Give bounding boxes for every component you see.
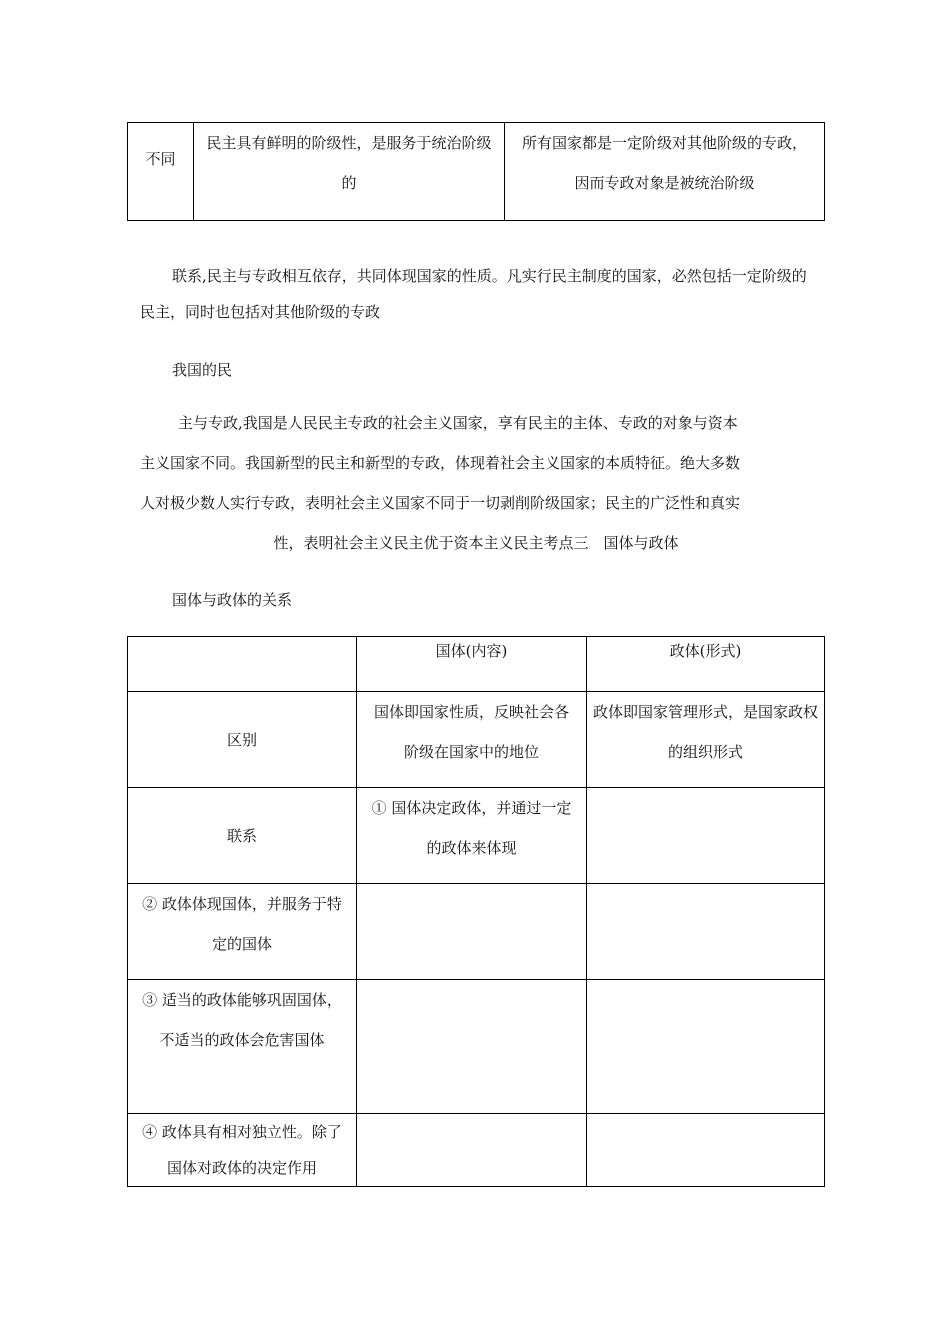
table-cell: 区别	[128, 692, 357, 788]
table-row	[128, 788, 825, 884]
table-row	[128, 692, 825, 788]
paragraph-relation: 联系,民主与专政相互依存，共同体现国家的性质。凡实行民主制度的国家，必然包括一定阶级的民主，同时也包括对其他阶级的专政	[140, 267, 807, 321]
table-cell: ① 国体决定政体，并通过一定的政体来体现	[357, 788, 587, 884]
table-cell: 国体即国家性质，反映社会各阶级在国家中的地位	[357, 692, 587, 788]
table-cell	[357, 884, 587, 980]
table-cell: ③ 适当的政体能够巩固国体，不适当的政体会危害国体	[128, 980, 357, 1114]
comparison-table	[127, 122, 825, 221]
table-cell	[194, 123, 505, 221]
header-cell: 国体(内容)	[357, 637, 587, 692]
table-row	[128, 980, 825, 1114]
table-cell	[357, 1114, 587, 1187]
table-row-label	[128, 123, 194, 221]
paragraph-line: 性，表明社会主义民主优于资本主义民主考点三 国体与政体	[273, 534, 679, 552]
table-header-row	[128, 637, 825, 692]
cell-text: 民主具有鲜明的阶级性，是服务于统治阶级的	[206, 134, 492, 192]
table-cell: 联系	[128, 788, 357, 884]
paragraph-line: 主与专政,我国是人民民主专政的社会主义国家，享有民主的主体、专政的对象与资本	[178, 414, 738, 432]
table-row	[128, 884, 825, 980]
paragraph-china-democracy	[140, 403, 812, 563]
table-cell	[587, 788, 825, 884]
header-cell: 政体(形式)	[587, 637, 825, 692]
table-cell	[587, 1114, 825, 1187]
cell-text: 所有国家都是一定阶级对其他阶级的专政，因而专政对象是被统治阶级	[521, 134, 807, 192]
table-row	[128, 1114, 825, 1187]
table-cell: ② 政体体现国体，并服务于特定的国体	[128, 884, 357, 980]
table-cell	[587, 980, 825, 1114]
table-cell	[587, 884, 825, 980]
table-cell: 政体即国家管理形式，是国家政权的组织形式	[587, 692, 825, 788]
state-system-table	[127, 636, 825, 1187]
paragraph-line: 主义国家不同。我国新型的民主和新型的专政，体现着社会主义国家的本质特征。绝大多数	[140, 454, 741, 472]
section-title: 国体与政体的关系	[172, 591, 293, 609]
label-text: 不同	[145, 150, 176, 168]
table-cell: ④ 政体具有相对独立性。除了国体对政体的决定作用	[128, 1114, 357, 1187]
paragraph-heading: 我国的民	[172, 361, 233, 379]
paragraph-line: 人对极少数人实行专政，表明社会主义国家不同于一切剥削阶级国家；民主的广泛性和真实	[140, 494, 741, 512]
table-cell	[505, 123, 825, 221]
header-cell	[128, 637, 357, 692]
table-cell	[357, 980, 587, 1114]
